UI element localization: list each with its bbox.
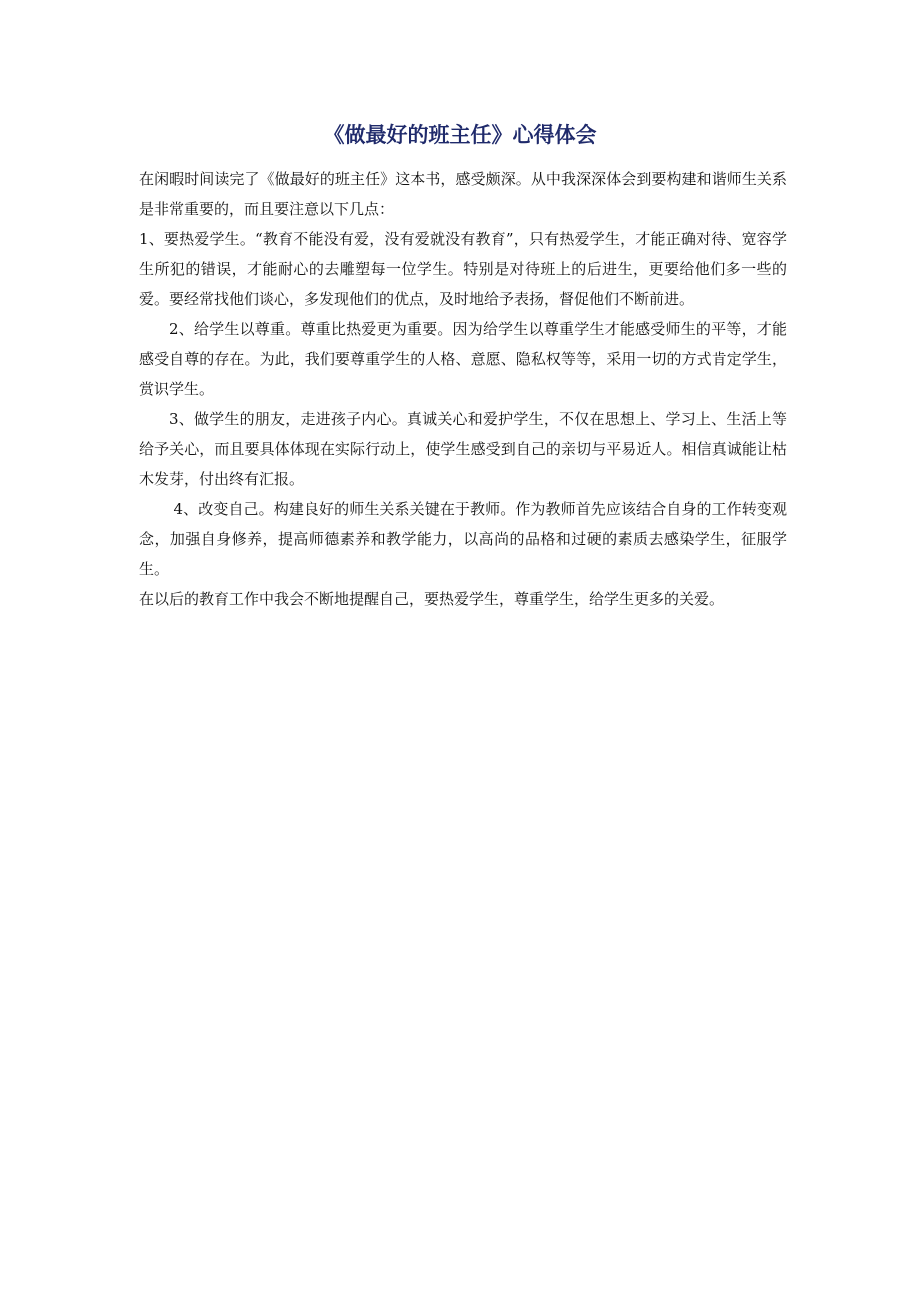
document-body (139, 164, 787, 614)
paragraph-point-4: 4、改变自己。构建良好的师生关系关键在于教师。作为教师首先应该结合自身的工作转变观念，加强自身修养，提高师德素养和教学能力，以高尚的品格和过硬的素质去感染学生，征服学生。 (139, 500, 787, 578)
paragraph-conclusion: 在以后的教育工作中我会不断地提醒自己，要热爱学生，尊重学生，给学生更多的关爱。 (139, 590, 725, 608)
paragraph-intro: 在闲暇时间读完了《做最好的班主任》这本书，感受颇深。从中我深深体会到要构建和谐师生关系是非常重要的，而且要注意以下几点： (139, 170, 787, 218)
paragraph-point-2: 2、给学生以尊重。尊重比热爱更为重要。因为给学生以尊重学生才能感受师生的平等，才能感受自尊的存在。为此，我们要尊重学生的人格、意愿、隐私权等等，采用一切的方式肯定学生，赏识学生。 (139, 320, 787, 398)
paragraph-point-3: 3、做学生的朋友，走进孩子内心。真诚关心和爱护学生，不仅在思想上、学习上、生活上等给予关心，而且要具体体现在实际行动上，使学生感受到自己的亲切与平易近人。相信真诚能让枯木发芽，付出终有汇报。 (139, 410, 787, 488)
paragraph-point-1: 1、要热爱学生。“教育不能没有爱，没有爱就没有教育”，只有热爱学生，才能正确对待、宽容学生所犯的错误，才能耐心的去雕塑每一位学生。特别是对待班上的后进生，更要给他们多一些的爱。要经常找他们谈心，多发现他们的优点，及时地给予表扬，督促他们不断前进。 (139, 230, 787, 308)
document-title: 《做最好的班主任》心得体会 (323, 123, 597, 147)
